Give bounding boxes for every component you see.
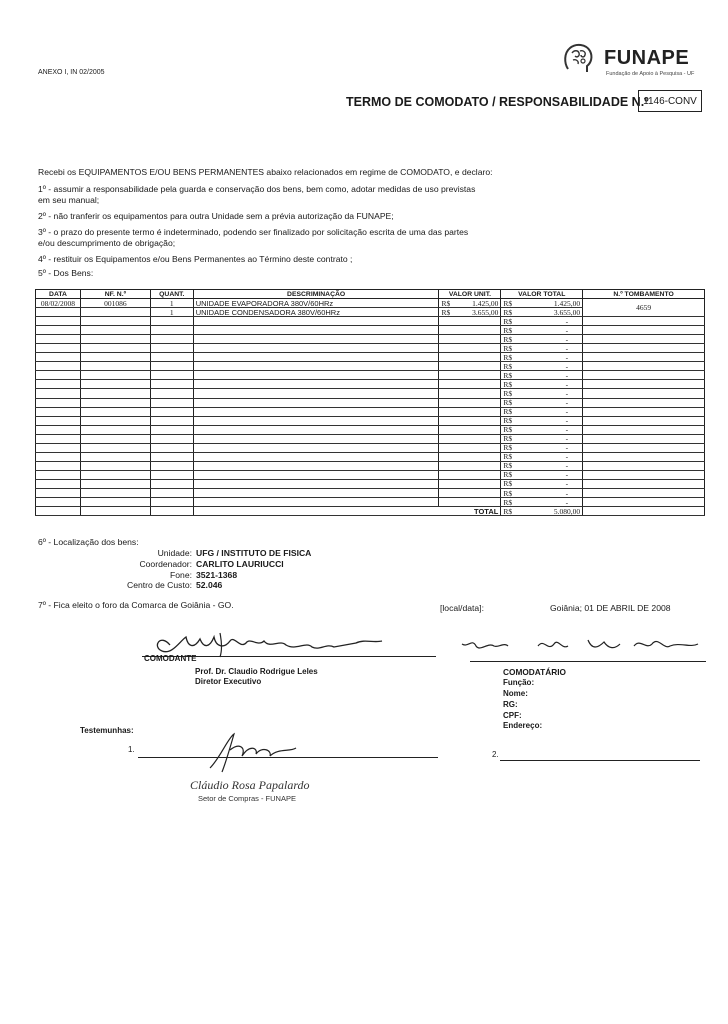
empty-cell: [439, 353, 501, 362]
header-data: DATA: [36, 290, 81, 299]
empty-cell: [36, 371, 81, 380]
empty-cell: [36, 470, 81, 479]
header-unit-value: VALOR UNIT.: [439, 290, 501, 299]
empty-cell: [80, 344, 150, 353]
grand-total-value: 5.080,00: [553, 506, 581, 516]
cell-total-value: [501, 353, 583, 362]
empty-cell: [150, 362, 193, 371]
cell-total-value: [501, 443, 583, 452]
empty-cell: [80, 398, 150, 407]
empty-cell: [439, 470, 501, 479]
empty-cell: [80, 389, 150, 398]
cell-total-value: [501, 434, 583, 443]
empty-cell: [439, 362, 501, 371]
empty-value-dash: -: [565, 316, 569, 326]
cell-total-value: [501, 389, 583, 398]
currency: R$: [503, 407, 513, 417]
table-row-empty: [36, 488, 705, 497]
annex-label: ANEXO I, IN 02/2005: [38, 69, 105, 76]
empty-cell: [583, 389, 705, 398]
clause-1-line-2: em seu manual;: [38, 195, 100, 205]
cell-total-value: [501, 425, 583, 434]
currency: R$: [503, 334, 513, 344]
empty-cell: [150, 380, 193, 389]
table-row-empty: [36, 362, 705, 371]
currency: R$: [503, 361, 513, 371]
empty-cell: [150, 461, 193, 470]
empty-cell: [36, 326, 81, 335]
cell-total-value: [501, 344, 583, 353]
cell-nf: 001086: [80, 299, 150, 308]
empty-value-dash: -: [565, 325, 569, 335]
header-total-value: VALOR TOTAL: [501, 290, 583, 299]
table-row-empty: [36, 416, 705, 425]
comodatario-label: COMODATÁRIO: [503, 667, 566, 677]
empty-cell: [150, 317, 193, 326]
empty-cell: [439, 389, 501, 398]
header-tombamento: N.º TOMBAMENTO: [583, 290, 705, 299]
currency: R$: [503, 461, 513, 471]
empty-cell: [583, 317, 705, 326]
empty-cell: [583, 353, 705, 362]
empty-value-dash: -: [565, 425, 569, 435]
cell-desc: UNIDADE CONDENSADORA 380V/60HRz: [193, 308, 439, 317]
empty-cell: [193, 452, 439, 461]
currency: R$: [503, 316, 513, 326]
empty-cell: [583, 498, 705, 507]
empty-cell: [80, 425, 150, 434]
table-row-empty: [36, 398, 705, 407]
empty-cell: [36, 344, 81, 353]
unidade-value: UFG / INSTITUTO DE FISICA: [196, 548, 312, 558]
cell-total-value: [501, 498, 583, 507]
empty-cell: [150, 398, 193, 407]
empty-cell: [193, 425, 439, 434]
witness-2-line: [500, 760, 700, 761]
comodante-label: COMODANTE: [144, 654, 197, 663]
empty-value-dash: -: [565, 461, 569, 471]
table-row-empty: [36, 335, 705, 344]
empty-cell: [193, 416, 439, 425]
currency: R$: [441, 298, 451, 308]
cell-total-value: [501, 362, 583, 371]
currency: R$: [503, 343, 513, 353]
empty-cell: [193, 488, 439, 497]
empty-cell: [36, 425, 81, 434]
currency: R$: [503, 416, 513, 426]
unit-value: 1.425,00: [472, 298, 499, 308]
empty-cell: [193, 371, 439, 380]
empty-cell: [583, 416, 705, 425]
empty-cell: [150, 326, 193, 335]
table-row-empty: [36, 380, 705, 389]
clause-3-line-1: 3º - o prazo do presente termo é indeterminado, podendo ser finalizado por solicitação escrita de uma das partes: [38, 227, 469, 237]
endereco-label: Endereço:: [503, 721, 543, 730]
empty-cell: [80, 461, 150, 470]
cell-nf: [80, 308, 150, 317]
cell-total-value: [501, 308, 583, 317]
currency: R$: [503, 452, 513, 462]
empty-cell: [80, 362, 150, 371]
empty-cell: [150, 389, 193, 398]
empty-cell: [439, 452, 501, 461]
table-row-empty: [36, 326, 705, 335]
empty-cell: [583, 344, 705, 353]
table-row-empty: [36, 353, 705, 362]
cell-quant: 1: [150, 299, 193, 308]
empty-cell: [80, 434, 150, 443]
comodante-role: Diretor Executivo: [195, 677, 262, 686]
empty-cell: [193, 380, 439, 389]
empty-cell: [80, 380, 150, 389]
empty-cell: [150, 335, 193, 344]
empty-cell: [80, 416, 150, 425]
empty-cell: [150, 443, 193, 452]
empty-cell: [439, 407, 501, 416]
empty-cell: [80, 335, 150, 344]
empty-cell: [583, 371, 705, 380]
empty-cell: [439, 344, 501, 353]
empty-cell: [36, 498, 81, 507]
header-quant: QUANT.: [150, 290, 193, 299]
coordenador-value: CARLITO LAURIUCCI: [196, 559, 284, 569]
currency: R$: [503, 425, 513, 435]
empty-value-dash: -: [565, 479, 569, 489]
empty-value-dash: -: [565, 452, 569, 462]
table-header-row: [36, 290, 705, 299]
cell-total-value: [501, 371, 583, 380]
header-desc: DESCRIMINAÇÃO: [193, 290, 439, 299]
witness-1-signature: [200, 728, 320, 778]
clause-5: 5º - Dos Bens:: [38, 268, 94, 278]
empty-value-dash: -: [565, 370, 569, 380]
empty-cell: [80, 317, 150, 326]
rg-label: RG:: [503, 700, 518, 709]
empty-value-dash: -: [565, 388, 569, 398]
empty-cell: [193, 335, 439, 344]
cell-total-value: [501, 416, 583, 425]
local-date-value: Goiânia; 01 DE ABRIL DE 2008: [550, 603, 671, 613]
cell-total-value: [501, 317, 583, 326]
clause-4: 4º - restituir os Equipamentos e/ou Bens Permanentes ao Término deste contrato ;: [38, 254, 353, 264]
empty-cell: [193, 389, 439, 398]
empty-cell: [150, 498, 193, 507]
cell-total-value: [501, 299, 583, 308]
currency: R$: [503, 370, 513, 380]
empty-cell: [193, 479, 439, 488]
comodatario-signature-line: [470, 661, 706, 662]
cell-total-value: [501, 380, 583, 389]
grand-total: [501, 507, 583, 516]
empty-cell: [36, 353, 81, 362]
empty-cell: [150, 371, 193, 380]
witness-stamp-role: Setor de Compras - FUNAPE: [198, 794, 296, 803]
comodatario-signature: [458, 628, 703, 662]
empty-cell: [439, 461, 501, 470]
empty-cell: [439, 317, 501, 326]
empty-cell: [193, 326, 439, 335]
empty-cell: [150, 407, 193, 416]
empty-cell: [583, 326, 705, 335]
empty-cell: [80, 371, 150, 380]
empty-cell: [583, 479, 705, 488]
brand-name: FUNAPE: [604, 47, 690, 69]
cell-date: 08/02/2008: [36, 299, 81, 308]
empty-cell: [193, 407, 439, 416]
cell-total-value: [501, 452, 583, 461]
empty-cell: [439, 380, 501, 389]
empty-cell: [150, 434, 193, 443]
brand-subtitle: Fundação de Apoio à Pesquisa - UF: [606, 71, 695, 77]
table-row-empty: [36, 344, 705, 353]
empty-value-dash: -: [565, 488, 569, 498]
empty-cell: [36, 362, 81, 371]
empty-cell: [583, 380, 705, 389]
empty-value-dash: -: [565, 407, 569, 417]
document-title: TERMO DE COMODATO / RESPONSABILIDADE N.º: [346, 95, 649, 109]
empty-cell: [80, 326, 150, 335]
currency: R$: [503, 398, 513, 408]
empty-cell: [36, 335, 81, 344]
empty-cell: [193, 434, 439, 443]
empty-cell: [80, 452, 150, 461]
currency: R$: [503, 443, 513, 453]
empty-cell: [439, 443, 501, 452]
clause-2: 2º - não tranferir os equipamentos para outra Unidade sem a prévia autorização da FUNAPE;: [38, 211, 394, 221]
table-total-row: [36, 507, 705, 516]
table-row-empty: [36, 371, 705, 380]
location-heading: 6º - Localização dos bens:: [38, 537, 139, 547]
currency: R$: [503, 307, 513, 317]
cell-unit-value: [439, 308, 501, 317]
cell-date: [36, 308, 81, 317]
empty-cell: [150, 479, 193, 488]
cell-total-value: [501, 407, 583, 416]
empty-cell: [583, 452, 705, 461]
cell-total-value: [501, 335, 583, 344]
empty-cell: [80, 407, 150, 416]
empty-value-dash: -: [565, 470, 569, 480]
empty-cell: [150, 470, 193, 479]
empty-value-dash: -: [565, 497, 569, 507]
empty-cell: [439, 398, 501, 407]
empty-cell: [150, 344, 193, 353]
cell-tombamento: 4659: [583, 299, 705, 317]
table-row: [36, 299, 705, 308]
empty-cell: [36, 434, 81, 443]
empty-cell: [36, 398, 81, 407]
currency: R$: [503, 434, 513, 444]
cell-total-value: [501, 479, 583, 488]
empty-cell: [439, 416, 501, 425]
empty-cell: [80, 470, 150, 479]
empty-cell: [80, 488, 150, 497]
table-row-empty: [36, 479, 705, 488]
empty-cell: [36, 479, 81, 488]
cpf-label: CPF:: [503, 711, 522, 720]
currency: R$: [503, 497, 513, 507]
empty-cell: [150, 425, 193, 434]
empty-cell: [439, 425, 501, 434]
witnesses-label: Testemunhas:: [80, 726, 134, 735]
empty-cell: [193, 443, 439, 452]
table-row-empty: [36, 434, 705, 443]
empty-cell: [36, 317, 81, 326]
currency: R$: [503, 298, 513, 308]
empty-value-dash: -: [565, 334, 569, 344]
empty-value-dash: -: [565, 352, 569, 362]
header-nf: NF. N.º: [80, 290, 150, 299]
empty-cell: [150, 353, 193, 362]
empty-cell: [193, 362, 439, 371]
table-row-empty: [36, 407, 705, 416]
total-value: 3.655,00: [553, 307, 581, 317]
empty-cell: [193, 470, 439, 479]
table-row-empty: [36, 452, 705, 461]
local-date-label: [local/data]:: [440, 603, 484, 613]
empty-cell: [583, 407, 705, 416]
empty-value-dash: -: [565, 416, 569, 426]
empty-cell: [36, 452, 81, 461]
nome-label: Nome:: [503, 689, 528, 698]
cell-total-value: [501, 398, 583, 407]
empty-value-dash: -: [565, 343, 569, 353]
currency: R$: [503, 506, 513, 516]
empty-cell: [193, 344, 439, 353]
empty-cell: [583, 434, 705, 443]
intro-paragraph: Recebi os EQUIPAMENTOS E/OU BENS PERMANENTES abaixo relacionados em regime de COMODATO, e declaro:: [38, 167, 493, 177]
centro-custo-label: Centro de Custo:: [127, 580, 192, 590]
empty-cell: [193, 498, 439, 507]
empty-cell: [80, 479, 150, 488]
empty-value-dash: -: [565, 361, 569, 371]
empty-value-dash: -: [565, 443, 569, 453]
currency: R$: [503, 488, 513, 498]
empty-cell: [36, 407, 81, 416]
empty-cell: [439, 335, 501, 344]
funape-head-logo-icon: [560, 41, 594, 75]
empty-value-dash: -: [565, 379, 569, 389]
empty-cell: [439, 488, 501, 497]
total-value: 1.425,00: [553, 298, 581, 308]
empty-cell: [36, 461, 81, 470]
empty-cell: [150, 416, 193, 425]
table-row-empty: [36, 425, 705, 434]
cell-desc: UNIDADE EVAPORADORA 380V/60HRz: [193, 299, 439, 308]
witness-1-number: 1.: [128, 745, 135, 754]
fone-value: 3521-1368: [196, 570, 238, 580]
empty-cell: [439, 479, 501, 488]
goods-table: [35, 289, 705, 516]
empty-cell: [36, 488, 81, 497]
empty-cell: [583, 335, 705, 344]
empty-cell: [583, 443, 705, 452]
table-row-empty: [36, 498, 705, 507]
currency: R$: [503, 352, 513, 362]
empty-cell: [583, 470, 705, 479]
empty-value-dash: -: [565, 434, 569, 444]
empty-cell: [439, 434, 501, 443]
cell-total-value: [501, 326, 583, 335]
table-row-empty: [36, 461, 705, 470]
empty-cell: [193, 317, 439, 326]
empty-cell: [583, 488, 705, 497]
coordenador-label: Coordenador:: [139, 559, 192, 569]
cell-quant: 1: [150, 308, 193, 317]
currency: R$: [503, 470, 513, 480]
empty-value-dash: -: [565, 398, 569, 408]
comodante-name: Prof. Dr. Claudio Rodrigue Leles: [195, 667, 318, 676]
empty-cell: [583, 425, 705, 434]
table-row-empty: [36, 389, 705, 398]
cell-total-value: [501, 461, 583, 470]
empty-cell: [193, 461, 439, 470]
unidade-label: Unidade:: [157, 548, 192, 558]
fone-label: Fone:: [170, 570, 192, 580]
table-row-empty: [36, 443, 705, 452]
empty-cell: [36, 380, 81, 389]
empty-cell: [439, 326, 501, 335]
empty-cell: [193, 398, 439, 407]
cell-total-value: [501, 488, 583, 497]
empty-cell: [150, 452, 193, 461]
empty-cell: [583, 362, 705, 371]
currency: R$: [503, 388, 513, 398]
foro-clause: 7º - Fica eleito o foro da Comarca de Goiânia - GO.: [38, 600, 234, 610]
currency: R$: [503, 379, 513, 389]
empty-cell: [583, 461, 705, 470]
document-number: 1146-CONV: [638, 90, 702, 112]
empty-cell: [150, 488, 193, 497]
empty-cell: [36, 443, 81, 452]
witness-stamp-name: Cláudio Rosa Papalardo: [190, 778, 310, 792]
empty-cell: [80, 353, 150, 362]
empty-cell: [583, 398, 705, 407]
currency: R$: [441, 307, 451, 317]
currency: R$: [503, 479, 513, 489]
centro-custo-value: 52.046: [196, 580, 223, 590]
empty-cell: [36, 389, 81, 398]
currency: R$: [503, 325, 513, 335]
total-label: TOTAL: [193, 507, 501, 516]
witness-2-number: 2.: [492, 750, 499, 759]
empty-cell: [80, 443, 150, 452]
table-row-empty: [36, 470, 705, 479]
clause-3-line-2: e/ou descumprimento de obrigação;: [38, 238, 176, 248]
empty-cell: [36, 416, 81, 425]
clause-1-line-1: 1º - assumir a responsabilidade pela guarda e conservação dos bens, bem como, adotar medidas de uso previstas: [38, 184, 476, 194]
table-row-empty: [36, 317, 705, 326]
unit-value: 3.655,00: [472, 307, 499, 317]
empty-cell: [80, 498, 150, 507]
empty-cell: [193, 353, 439, 362]
cell-unit-value: [439, 299, 501, 308]
empty-cell: [439, 498, 501, 507]
funcao-label: Função:: [503, 678, 535, 687]
empty-cell: [439, 371, 501, 380]
cell-total-value: [501, 470, 583, 479]
